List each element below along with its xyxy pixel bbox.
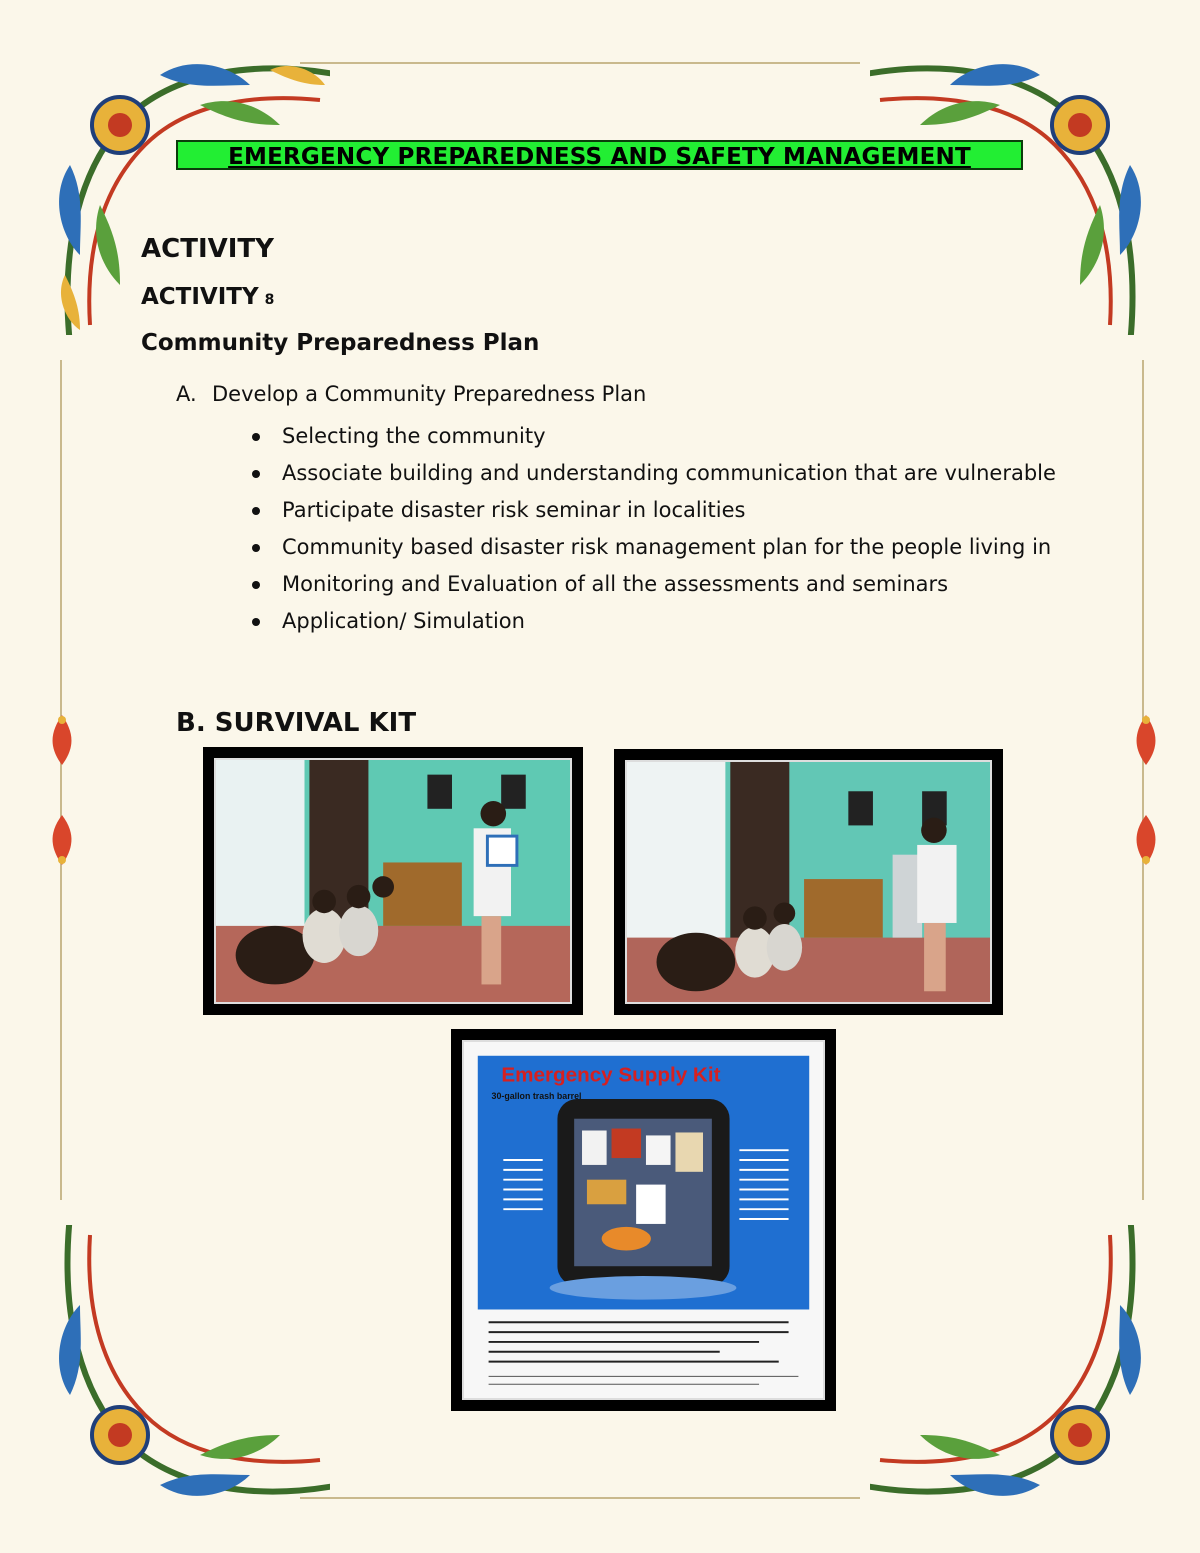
- plan-steps-list: [248, 418, 1060, 640]
- emergency-supply-kit-poster: [451, 1029, 836, 1411]
- border-bottom-line: [300, 1497, 860, 1499]
- side-ornament-left-lower: [42, 810, 82, 870]
- poster-image: [464, 1042, 823, 1398]
- photo-2-image: [627, 762, 990, 1002]
- list-item: Application/ Simulation: [248, 603, 1060, 640]
- activity-heading: ACTIVITY: [141, 234, 274, 264]
- list-item: Selecting the community: [248, 418, 1060, 455]
- survival-kit-photo-2: [614, 749, 1003, 1015]
- side-ornament-right-upper: [1126, 710, 1166, 770]
- poster-subtitle: 30-gallon trash barrel: [491, 1091, 582, 1102]
- side-ornament-right-lower: [1126, 810, 1166, 870]
- corner-ornament-bottom-right: [870, 1225, 1160, 1515]
- list-item: Associate building and understanding communication that are vulnerable: [248, 455, 1060, 492]
- activity-number: 8: [264, 292, 275, 308]
- plan-heading: Community Preparedness Plan: [141, 330, 540, 356]
- border-top-line: [300, 62, 860, 64]
- list-item: Monitoring and Evaluation of all the assessments and seminars: [248, 566, 1060, 603]
- corner-ornament-bottom-left: [40, 1225, 330, 1515]
- side-ornament-left-upper: [42, 710, 82, 770]
- poster-title: Emergency Supply Kit: [501, 1063, 721, 1087]
- section-b-heading: B. SURVIVAL KIT: [176, 708, 417, 738]
- list-item: Participate disaster risk seminar in localities: [248, 492, 1060, 529]
- activity-number-heading: [141, 284, 274, 310]
- corner-ornament-top-right: [870, 45, 1160, 335]
- activity-label: ACTIVITY: [141, 284, 259, 310]
- section-a-heading: [176, 382, 646, 406]
- page-title: EMERGENCY PREPAREDNESS AND SAFETY MANAGEMENT: [176, 140, 1023, 170]
- survival-kit-photo-1: [203, 747, 583, 1015]
- photo-1-image: [216, 760, 570, 1002]
- section-a-letter: A.: [176, 382, 197, 406]
- border-right-line: [1142, 360, 1144, 1200]
- section-a-text: Develop a Community Preparedness Plan: [212, 382, 647, 406]
- border-left-line: [60, 360, 62, 1200]
- list-item: Community based disaster risk management plan for the people living in: [248, 529, 1060, 566]
